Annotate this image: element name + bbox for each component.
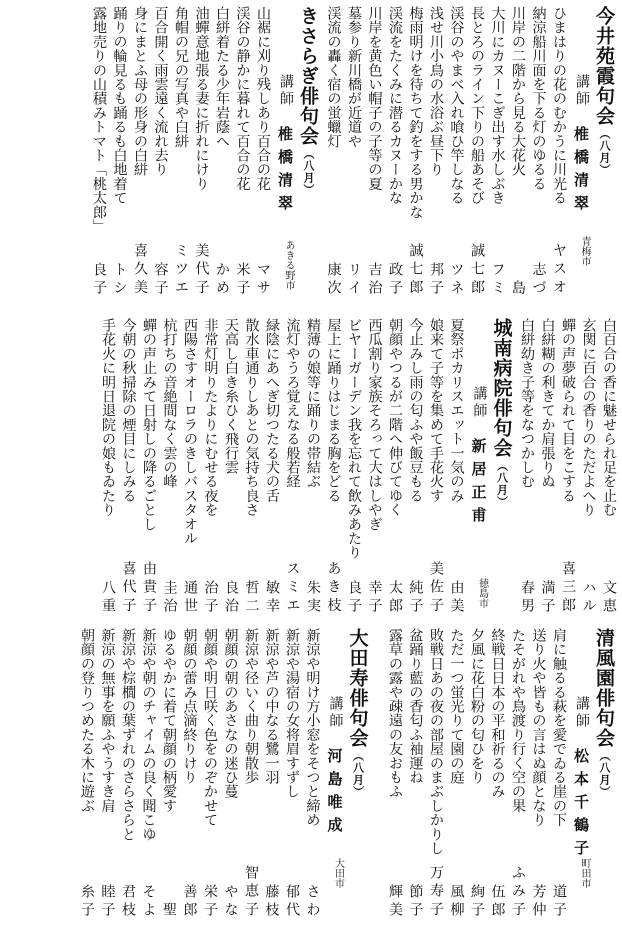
poem: 屋上に踊りはじまる胸をどる あき枝 [325, 318, 342, 616]
poem: 新涼や湯宿の女将眉すずし 郁代 [284, 628, 300, 920]
poem: 白絣糊の利きてか肩張りぬ 満子 [539, 318, 556, 616]
poem: 渓谷のやまべ入れ喰ひ竿しなる ツネ [448, 6, 465, 298]
instructor: 講師 椎橋清翠 あきる野市 [276, 74, 294, 290]
poem: 山裾に刈り残しあり百合の花 マサ [255, 6, 271, 298]
poem: 流灯やうろ覚えなる般若経 スミエ [284, 318, 301, 616]
poem: ただ一つ蛍光りて園の庭 風柳 [448, 628, 465, 920]
poem: 朝顔や明日咲く色をのぞかせて 栄子 [202, 628, 218, 920]
poem: 白絣幼き子等をなつかしむ 春男 [519, 318, 535, 616]
poem: 精薄の娘等に踊りの帯結ぶ 朱実 [305, 318, 321, 616]
poem: 白絣着たる少年岩蔭へ かめ [214, 6, 230, 298]
poem: 白百合の香に魅せられ足を止む 文恵 [601, 318, 617, 616]
group-title: 城南病院俳句会（八月） [490, 318, 513, 508]
group-title: 大田寿俳句会（八月） [346, 628, 369, 798]
poem: 新涼や芦の中なる鷺一羽 藤枝 [263, 628, 280, 920]
group-title: きさらぎ俳句会（八月） [297, 6, 319, 196]
poem: 新涼や径いく曲り朝散歩 智恵子 [243, 628, 259, 920]
poem: 杭打ちの音絶間なく雲の峰 圭治 [161, 318, 178, 616]
poem: 踊りの輪見るも踊るも白地着て トシ [111, 6, 128, 298]
poem: ゆるやかに着て朝顔の柄愛す 聖 [161, 628, 177, 920]
poem: 玄関に百合の香りのただよへり ハル [580, 318, 597, 616]
poem: 散水車通りしあとの気持ち良さ 哲二 [243, 318, 260, 616]
poem: 梅雨明けを待ちて釣をする男かな 誠七郎 [407, 6, 424, 298]
poem: 今止みし雨の匂ふや飯豆もる 純子 [407, 318, 424, 616]
poem: 新涼や棕櫚の葉ずれのさらさらと 君枝 [120, 628, 136, 920]
poem: 朝顔やつるが二階へ伸びてゆく 太郎 [387, 318, 403, 616]
poem: 長とろのライン下りの船あそび 誠七郎 [469, 6, 485, 298]
group-title: 今井苑霞句会（八月） [593, 6, 615, 176]
poem: 緑陰にあへぎ切つたる犬の舌 敏幸 [264, 318, 280, 616]
poem: 今朝の秋掃除の煙目にしみる 喜代子 [120, 318, 137, 616]
poem: 蟬の声夢破られて目をこする 喜三郎 [560, 318, 576, 616]
poem: 娘来て子等を集めて手花火す 美佐子 [428, 318, 444, 616]
poem: 百合開く雨雲遠く流れ去り 容子 [152, 6, 169, 298]
poem: 西陽さすオーロラのきしバスタオル 通世 [182, 318, 198, 616]
poem: ひまはりの花のむかうに川光る ヤスオ [551, 6, 567, 298]
instructor: 講師 新居正甫 徳島市 [469, 386, 488, 608]
poem: 天高し白き糸ひく飛行雲 良治 [223, 318, 239, 616]
tier-bottom [4, 628, 618, 920]
poem: 大川にカヌーこぎ出す水しぶき フミ [489, 6, 506, 298]
poem: 非常灯明りたよりにむせる夜を 治子 [202, 318, 219, 616]
poem: 新涼や朝のチャイムの良く聞こゆ そよ [140, 628, 157, 920]
instructor: 講師 松本千鶴子 町田市 [572, 696, 590, 888]
poem: 角帽の兄の写真や白絣 ミツエ [173, 6, 189, 298]
poem: 終戦日日本の平和祈るのみ 伍郎 [489, 628, 506, 920]
poem: 新涼や明け方小窓をそつと締め さわ [304, 628, 321, 920]
poem: 西瓜割り家族そろって大はしやぎ 幸子 [366, 318, 383, 616]
instructor: 講師 河島唯成 大田市 [325, 696, 344, 888]
poem: 浅せ川小鳥の水浴ぶ昼下り 邦子 [428, 6, 444, 298]
poem: 渓流の轟く宿の蛍蠟灯 康次 [325, 6, 342, 298]
instructor: 講師 椎橋清翠 青梅市 [572, 74, 590, 266]
poem: 夏祭ポカリスエット一気のみ 由美 [448, 318, 465, 616]
poem: 肩に触るる萩を愛でゐる崖の下 道子 [551, 628, 567, 920]
poem: 敗戦日あの夜の部屋のまぶしかりし 万寿子 [428, 628, 444, 920]
tier-middle [4, 318, 618, 616]
poem: 川岸の二階から見る大花火 島 [510, 6, 526, 298]
poem: ビヤーガーデン我を忘れて飲みあたり 良子 [346, 318, 362, 616]
poem: 油蟬意地張る妻に折れにけり 美代子 [193, 6, 210, 298]
poem: 夕風に花白粉の匂ひをり 絢子 [469, 628, 485, 920]
poem: 手花火に明日退院の娘もゐたり 八重 [100, 318, 116, 616]
poem: 蟬の声止みて日射しの降るごとし 由貴子 [141, 318, 157, 616]
poem: 渓流をたくみに潜るカヌーかな 政子 [387, 6, 403, 298]
poem: 露草の露や疎遠の友おもふ 輝美 [387, 628, 403, 920]
poem: 朝顔の蕾み点滴終りけり 善郎 [181, 628, 198, 920]
spacer [372, 628, 384, 920]
poem: 川岸を黄色い帽子の子等の夏 吉治 [366, 6, 383, 298]
tier-top [4, 6, 618, 298]
group-title: 清風園俳句会（八月） [593, 628, 615, 798]
poem: 墓参り新川橋が近道や リイ [346, 6, 362, 298]
poem: 送り火や皆もの言はぬ顔となり 芳仲 [530, 628, 547, 920]
poem: 朝顔の登りつめたる木に遊ぶ 糸子 [79, 628, 95, 920]
poem: 納涼船川面を下る灯のゆるる 志づ [530, 6, 547, 298]
poem: 新涼の無事を願ふやうすき肩 睦子 [99, 628, 116, 920]
poem: 朝顔の朝のあさなの迷ひ蔓 やな [222, 628, 239, 920]
poem: 露地売りの山積みトマト「桃太郎」 良子 [91, 6, 107, 298]
poem: 盆踊り藍の香匂ふ袖運ね 節子 [407, 628, 424, 920]
poem: たそがれや鳥渡り行く空の果 ふみ子 [510, 628, 526, 920]
poem: 身にまとふ母の形身の白絣 喜久美 [132, 6, 148, 298]
poem: 渓谷の静かに暮れて百合の花 米子 [234, 6, 251, 298]
